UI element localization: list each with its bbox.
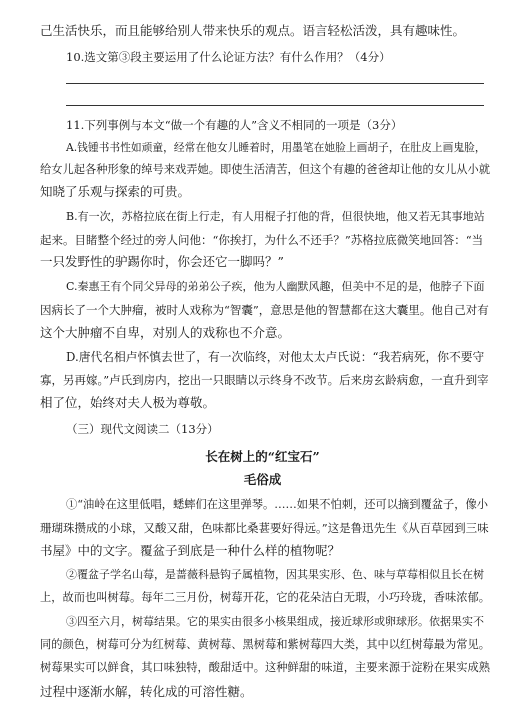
question-11: 11.下列事例与本文“做一个有趣的人”含义不相同的一项是（3分） [66,118,403,132]
option-a-line: 给女儿起各种形象的绰号来戏弄她。即使生活清苦，但这个有趣的爸爸却让他的女儿从小就 [40,163,491,176]
article-paragraph-line: 书屋》中的文字。覆盆子到底是一种什么样的植物呢？ [40,543,341,558]
option-c-line: 这个大肿瘤不自卑，对别人的戏称也不介意。 [40,325,291,340]
option-d-line: 寡，另再嫁。”卢氏到房内，挖出一只眼睛以示终身不改节。后来房玄龄病愈，一直升到宰 [40,373,489,387]
article-paragraph-line: 同的颜色，树莓可分为红树莓、黄树莓、黑树莓和紫树莓四大类，其中以红树莓最为常见。 [40,638,491,651]
article-paragraph-line: ②覆盆子学名山莓，是蔷薇科悬钩子属植物，因其果实形、色、味与草莓相似且长在树 [66,568,484,581]
option-b-line: 一只发野性的驴踢你时，你会还它一脚吗？” [40,254,284,269]
option-a-line: A.钱锺书书性如顽童，经常在他女儿睡着时，用墨笔在她脸上画胡子，在肚皮上画鬼脸， [66,141,486,154]
option-d-line: 相了位，始终对夫人极为尊敬。 [40,395,216,410]
article-paragraph-line: 树莓果实可以鲜食，其口味独特，酸甜适中。这种鲜甜的味道，主要来源于淀粉在果实成熟 [40,661,491,674]
article-paragraph-line: 过程中逐渐水解，转化成的可溶性糖。 [40,684,253,699]
answer-line [66,105,484,106]
article-author: 毛俗成 [243,472,282,487]
article-paragraph-line: ①“油岭在这里低唱，蟋蟀们在这里弹琴。……如果不怕刺，还可以摘到覆盆子，像小 [66,498,489,511]
answer-line [66,83,484,84]
paragraph-line: 己生活快乐，而且能够给别人带来快乐的观点。语言轻松活泼，具有趣味性。 [40,23,466,38]
option-c-line: 因病长了一个大肿瘤，被时人戏称为“智囊”，意思是他的智慧都在这大囊里。他自己对有 [40,303,489,317]
article-paragraph-line: 上，故而也叫树莓。每年二三月份，树莓开花，它的花朵洁白无瑕，小巧玲珑，香味浓郁。 [40,591,491,604]
section-heading: （三）现代文阅读二（13分） [66,422,219,436]
option-c-line: C.秦惠王有个同父异母的弟弟公子疾，他为人幽默风趣，但美中不足的是，他脖子下面 [66,280,485,293]
article-paragraph-line: 珊瑚珠攒成的小球，又酸又甜，色味都比桑葚要好得远。”这是鲁迅先生《从百草园到三味 [40,521,489,535]
article-paragraph-line: ③四至六月，树莓结果。它的果实由很多小核果组成，接近球形或卵球形。依据果实不 [66,615,484,628]
article-title: 长在树上的“红宝石” [205,449,320,464]
question-10: 10.选文第③段主要运用了什么论证方法？有什么作用？（4分） [66,50,391,64]
option-b-line: B.有一次，苏格拉底在街上行走，有人用棍子打他的背，但很快地，他又若无其事地站 [66,210,485,223]
option-a-line: 知晓了乐观与探索的可贵。 [40,184,191,199]
option-d-line: D.唐代名相卢怀慎去世了，有一次临终，对他太太卢氏说：“我若病死，你不要守 [66,350,485,364]
option-b-line: 起来。目睹整个经过的旁人问他：“你挨打，为什么不还手？”苏格拉底微笑地回答：“当 [40,233,484,247]
